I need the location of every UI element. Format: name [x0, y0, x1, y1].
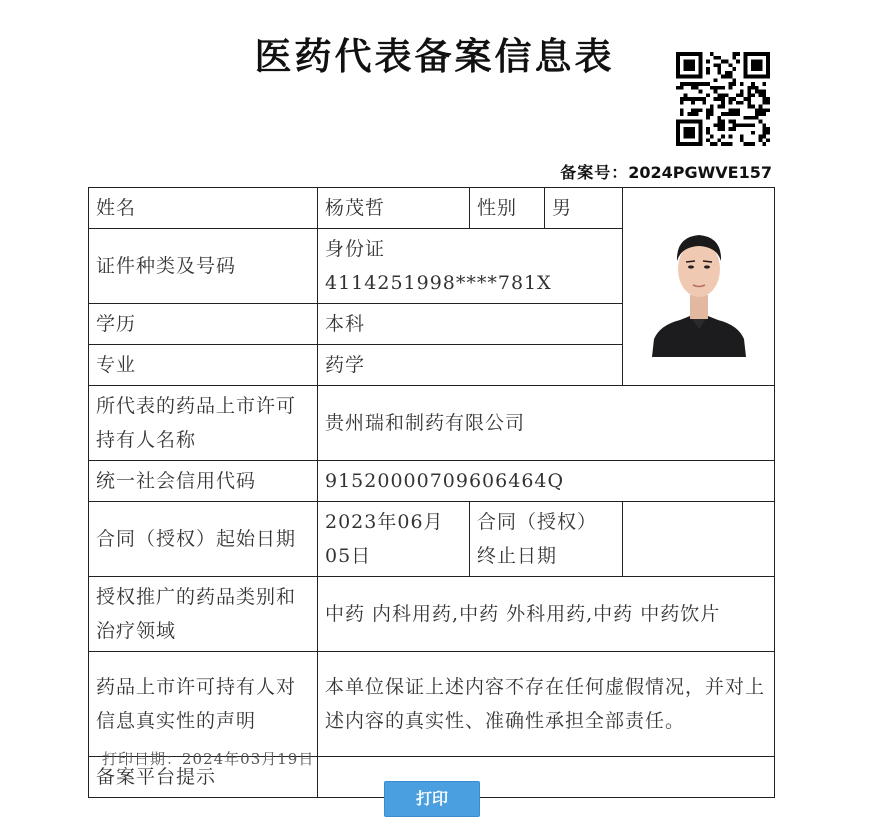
scope-value: 中药 内科用药,中药 外科用药,中药 中药饮片 [318, 577, 775, 652]
table-row [89, 461, 775, 502]
education-label: 学历 [89, 304, 318, 345]
table-row [89, 577, 775, 652]
table-row [89, 502, 775, 577]
mah-value: 贵州瑞和制药有限公司 [318, 386, 775, 461]
print-date: 打印日期：2024年03月19日 [102, 750, 315, 768]
scope-label: 授权推广的药品类别和治疗领域 [89, 577, 318, 652]
table-row [89, 652, 775, 757]
contract-end-label: 合同（授权）终止日期 [470, 502, 623, 577]
contract-start-value: 2023年06月05日 [318, 502, 470, 577]
major-label: 专业 [89, 345, 318, 386]
credit-code-value: 91520000709606464Q [318, 461, 775, 502]
registration-number-label: 备案号： [560, 163, 629, 182]
id-value: 身份证 4114251998****781X [318, 229, 623, 304]
contract-end-value [623, 502, 775, 577]
person-photo-icon [650, 217, 748, 357]
gender-value: 男 [545, 188, 623, 229]
education-value: 本科 [318, 304, 623, 345]
table-row [89, 188, 775, 229]
print-button[interactable]: 打印 [384, 781, 480, 817]
major-value: 药学 [318, 345, 623, 386]
info-table [88, 187, 775, 798]
photo-cell [623, 188, 775, 386]
platform-note-label: 备案平台提示 [89, 757, 318, 798]
name-label: 姓名 [89, 188, 318, 229]
contract-start-label: 合同（授权）起始日期 [89, 502, 318, 577]
table-row [89, 386, 775, 461]
registration-number-value: 2024PGWVE157 [628, 163, 772, 182]
registration-number [560, 160, 772, 183]
mah-label: 所代表的药品上市许可持有人名称 [89, 386, 318, 461]
qr-code-icon [676, 52, 770, 146]
id-label: 证件种类及号码 [89, 229, 318, 304]
statement-value: 本单位保证上述内容不存在任何虚假情况，并对上述内容的真实性、准确性承担全部责任。 [318, 652, 775, 757]
page-title: 医药代表备案信息表 [254, 34, 615, 78]
name-value: 杨茂哲 [318, 188, 470, 229]
gender-label: 性别 [470, 188, 545, 229]
credit-code-label: 统一社会信用代码 [89, 461, 318, 502]
statement-label: 药品上市许可持有人对信息真实性的声明 [89, 652, 318, 757]
